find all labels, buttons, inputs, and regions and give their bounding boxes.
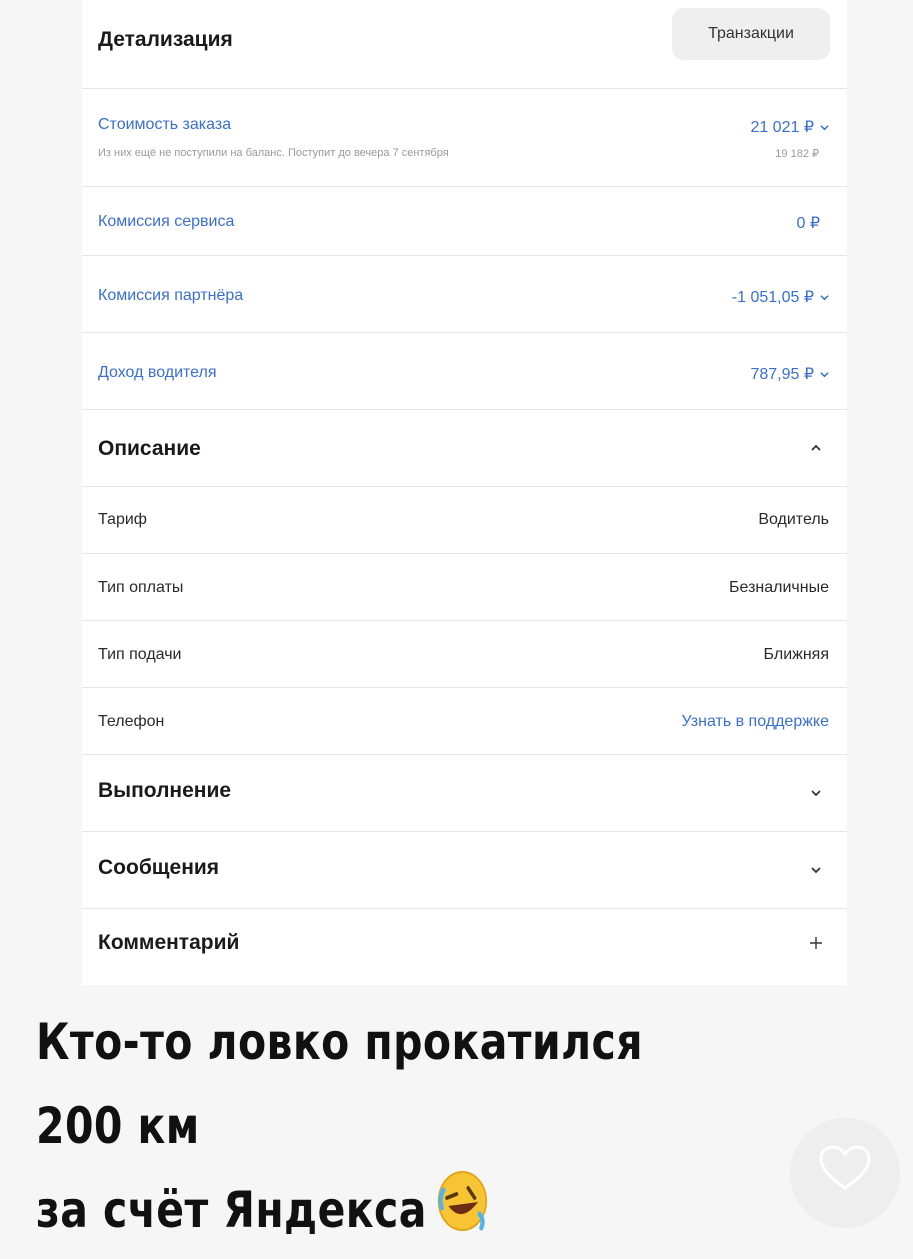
chevron-down-icon	[820, 123, 829, 132]
tariff-row	[82, 487, 847, 554]
page-title: Детализация	[98, 28, 233, 51]
partner-commission-value[interactable]: -1 051,05 ₽	[732, 287, 829, 307]
caption-line-1: Кто-то ловко прокатился 200 км	[36, 1013, 644, 1155]
messages-section-header[interactable]	[82, 832, 847, 909]
driver-income-label: Доход водителя	[98, 364, 217, 381]
comment-section-header[interactable]	[82, 909, 847, 985]
driver-income-value[interactable]: 787,95 ₽	[750, 364, 829, 384]
payment-type-label: Тип оплаты	[98, 579, 184, 596]
phone-label: Телефон	[98, 713, 165, 730]
comment-title: Комментарий	[98, 931, 240, 954]
transactions-button[interactable]: Транзакции	[672, 8, 830, 60]
order-details-sheet	[82, 0, 847, 985]
chevron-up-icon[interactable]	[809, 441, 823, 455]
rolling-on-floor-laughing-emoji-icon	[435, 1168, 489, 1259]
messages-title: Сообщения	[98, 856, 220, 879]
phone-row	[82, 688, 847, 755]
story-caption	[36, 1000, 741, 1259]
pickup-type-label: Тип подачи	[98, 646, 182, 663]
partner-commission-row[interactable]	[82, 256, 847, 333]
chevron-down-icon[interactable]	[809, 863, 823, 877]
payment-type-row	[82, 554, 847, 621]
tariff-value: Водитель	[758, 511, 829, 528]
heart-icon	[818, 1144, 872, 1192]
order-cost-row[interactable]	[82, 89, 847, 187]
execution-title: Выполнение	[98, 779, 232, 802]
order-cost-value[interactable]: 21 021 ₽	[750, 117, 829, 137]
plus-icon[interactable]	[809, 936, 823, 950]
service-commission-label: Комиссия сервиса	[98, 213, 235, 230]
ask-support-link[interactable]: Узнать в поддержке	[681, 713, 829, 730]
description-title: Описание	[98, 437, 201, 460]
pickup-type-value: Ближняя	[763, 646, 829, 663]
pending-balance-note: Из них ещё не поступили на баланс. Поступит до вечера 7 сентября	[98, 147, 449, 159]
details-header	[82, 0, 847, 89]
order-cost-label: Стоимость заказа	[98, 116, 232, 133]
chevron-down-icon	[820, 370, 829, 379]
tariff-label: Тариф	[98, 511, 147, 528]
chevron-down-icon	[820, 293, 829, 302]
execution-section-header[interactable]	[82, 755, 847, 832]
payment-type-value: Безналичные	[729, 579, 829, 596]
pending-balance-value: 19 182 ₽	[775, 148, 819, 160]
chevron-down-icon[interactable]	[809, 786, 823, 800]
partner-commission-label: Комиссия партнёра	[98, 287, 244, 304]
service-commission-row	[82, 187, 847, 256]
caption-line-2: за счёт Яндекса	[36, 1168, 741, 1259]
driver-income-row[interactable]	[82, 333, 847, 410]
like-button[interactable]	[790, 1118, 900, 1228]
service-commission-value: 0 ₽	[796, 215, 820, 232]
pickup-type-row	[82, 621, 847, 688]
description-section-header[interactable]	[82, 410, 847, 487]
